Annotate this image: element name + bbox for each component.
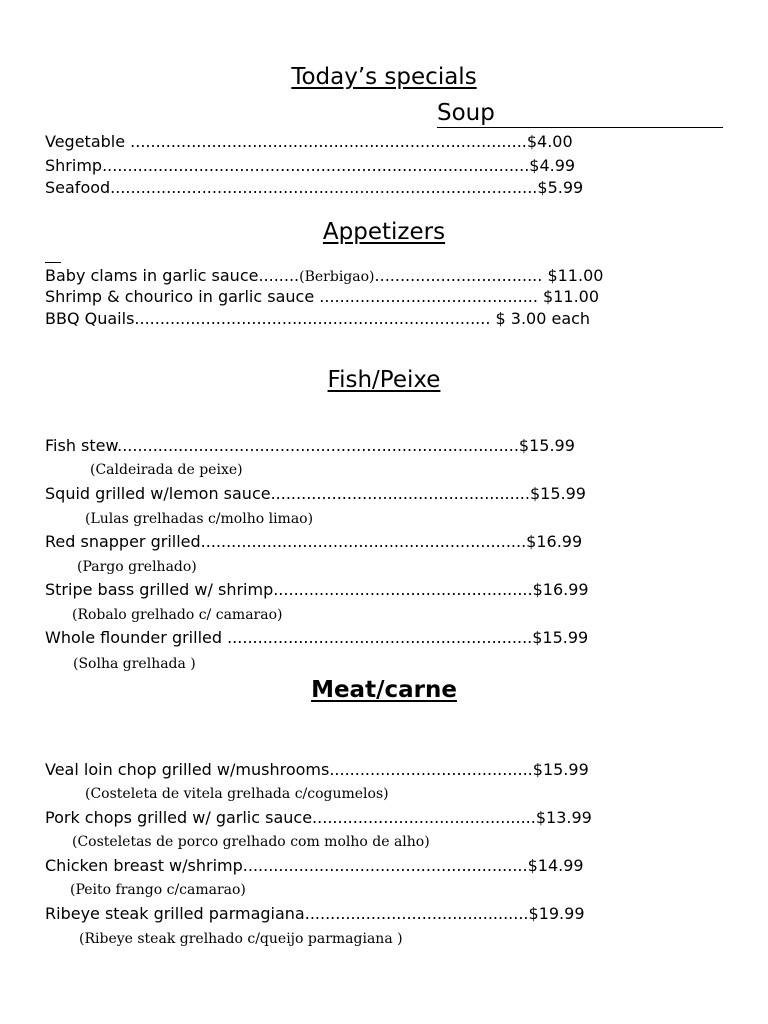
meat-heading: Meat/carne	[311, 677, 457, 703]
meat-item-translation: (Costeleta de vitela grelhada c/cogumelos)	[85, 786, 389, 802]
appetizers-heading: Appetizers	[322, 219, 446, 245]
fish-item-translation: (Caldeirada de peixe)	[90, 462, 243, 478]
fish-item: Whole flounder grilled ............................................................$15.99	[45, 628, 589, 647]
appetizer-item	[45, 266, 603, 287]
appetizer-item-price: ................................. $11.00	[374, 266, 604, 285]
page-title: Today’s specials	[291, 64, 477, 90]
appetizer-item: Shrimp & chourico in garlic sauce ........................................... $11.00	[45, 287, 600, 306]
fish-item-translation: (Solha grelhada )	[73, 656, 196, 672]
fish-item: Stripe bass grilled w/ shrimp...................................................$16.99	[45, 580, 589, 599]
soup-item: Shrimp....................................................................................$4.99	[45, 156, 576, 175]
meat-item-translation: (Peito frango c/camarao)	[70, 882, 246, 898]
soup-heading	[437, 100, 723, 128]
fish-item-translation: (Lulas grelhadas c/molho limao)	[85, 511, 314, 527]
meat-item: Pork chops grilled w/ garlic sauce............................................$13.99	[45, 808, 592, 827]
fish-item: Red snapper grilled................................................................$16.99	[45, 532, 583, 551]
fish-item: Squid grilled w/lemon sauce...................................................$15.99	[45, 484, 586, 503]
soup-item: Vegetable ..............................................................................$4.00	[45, 132, 573, 151]
appetizer-item: BBQ Quails...................................................................... $ 3.00 each	[45, 309, 591, 328]
meat-item-translation: (Ribeye steak grelhado c/queijo parmagiana )	[79, 931, 403, 947]
fish-item-translation: (Pargo grelhado)	[77, 559, 197, 575]
meat-item: Ribeye steak grilled parmagiana............................................$19.99	[45, 904, 585, 923]
meat-item: Veal loin chop grilled w/mushrooms........................................$15.99	[45, 760, 589, 779]
soup-heading-label: Soup	[437, 100, 495, 126]
appetizer-item-translation: (Berbigao)	[299, 269, 375, 285]
meat-item: Chicken breast w/shrimp........................................................$14.99	[45, 856, 584, 875]
meat-item-translation: (Costeletas de porco grelhado com molho de alho)	[72, 834, 430, 850]
fish-item: Fish stew...............................................................................$15.99	[45, 436, 575, 455]
fish-heading: Fish/Peixe	[327, 367, 441, 393]
soup-item: Seafood....................................................................................$5.99	[45, 178, 584, 197]
appetizer-item-name: Baby clams in garlic sauce........	[45, 266, 300, 285]
fish-item-translation: (Robalo grelhado c/ camarao)	[72, 607, 283, 623]
stray-dash-mark	[45, 262, 61, 263]
